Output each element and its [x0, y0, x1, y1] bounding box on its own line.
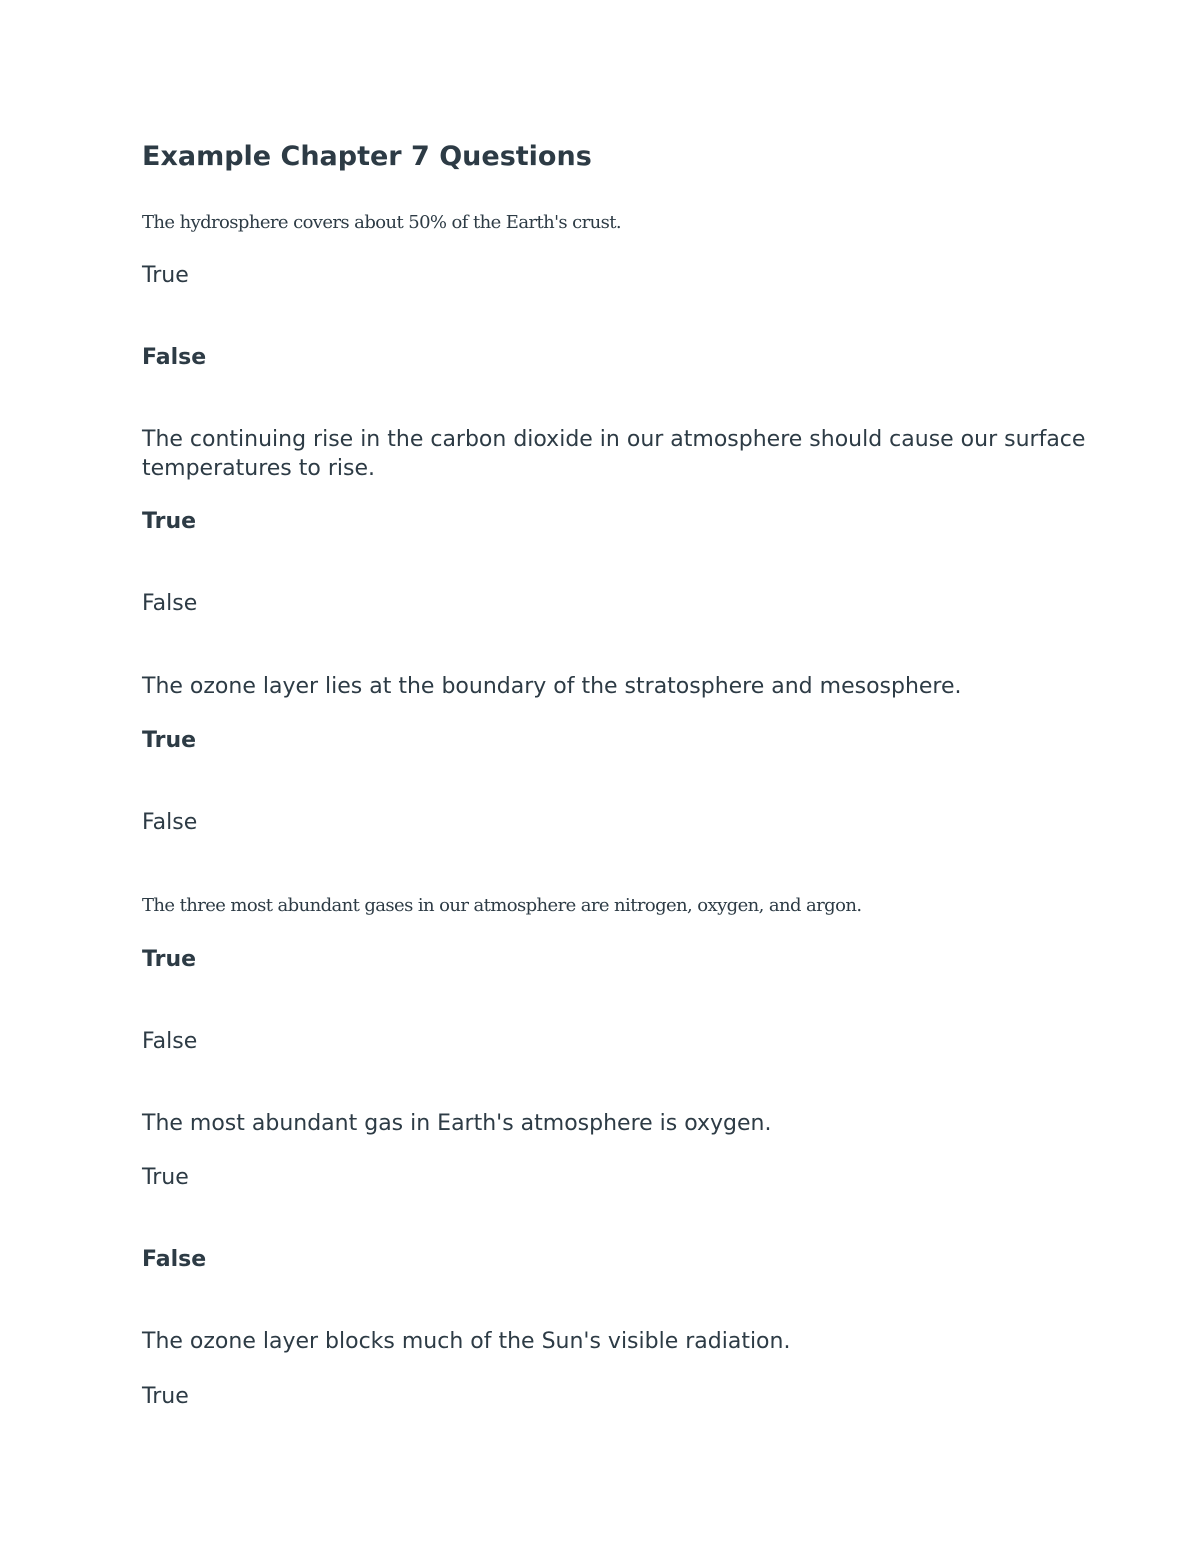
question-1-option-true: True: [142, 263, 189, 288]
question-4-option-true: True: [142, 947, 197, 972]
question-1-option-false: False: [142, 345, 207, 370]
question-5-option-true: True: [142, 1165, 189, 1190]
question-5-option-false: False: [142, 1247, 207, 1272]
question-4-text: The three most abundant gases in our atmosphere are nitrogen, oxygen, and argon.: [142, 895, 862, 916]
question-2-text: The continuing rise in the carbon dioxide in our atmosphere should cause our surface temperatures to rise.: [142, 427, 1086, 481]
question-4-option-false: False: [142, 1029, 198, 1054]
question-3-option-true: True: [142, 728, 197, 753]
question-6-option-true: True: [142, 1384, 189, 1409]
question-6-text: The ozone layer blocks much of the Sun's visible radiation.: [142, 1329, 791, 1354]
question-2-option-false: False: [142, 591, 198, 616]
page-title: Example Chapter 7 Questions: [142, 141, 592, 172]
question-1-text: The hydrosphere covers about 50% of the Earth's crust.: [142, 212, 622, 233]
question-3-option-false: False: [142, 810, 198, 835]
question-5-text: The most abundant gas in Earth's atmosphere is oxygen.: [142, 1111, 772, 1136]
question-3-text: The ozone layer lies at the boundary of the stratosphere and mesosphere.: [142, 674, 962, 699]
question-2-option-true: True: [142, 509, 197, 534]
